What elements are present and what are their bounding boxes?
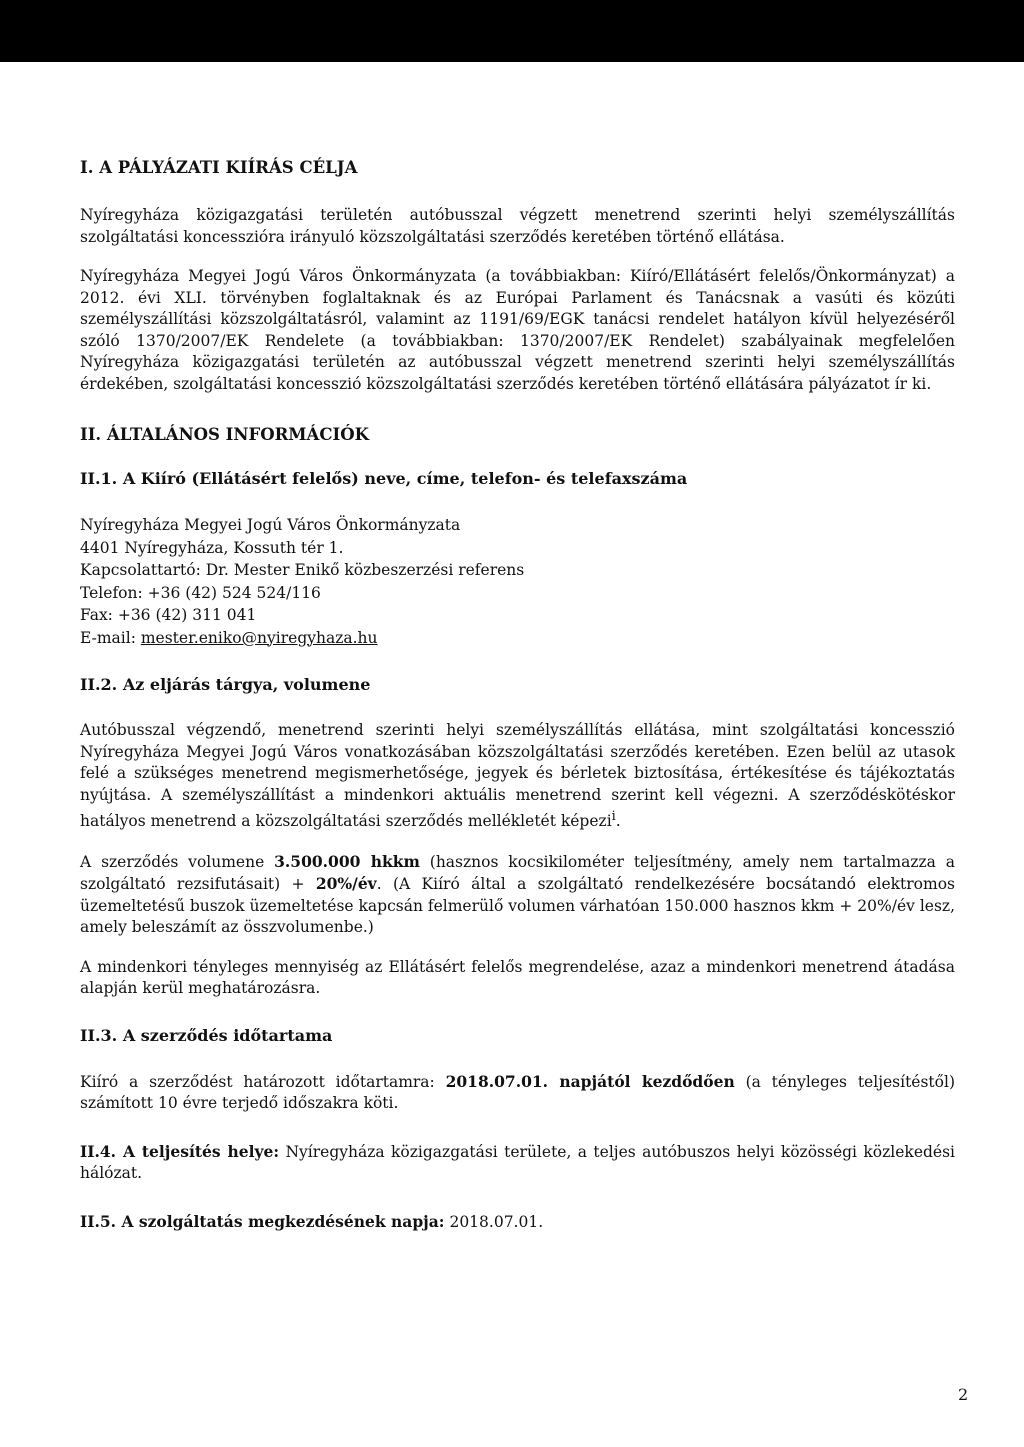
subject-text: Autóbusszal végzendő, menetrend szerinti helyi személyszállítás ellátása, mint szolgáltatási koncesszió Nyíregyháza Megyei Jogú Város vonatkozásában közszolgáltatási szerződés keretében. Ezen belül az utasok felé a szükséges menetrend megismerhetősége, jegyek és bérletek biztosítása, értékesítése és tájékoztatás nyújtása. A személyszállítást a mindenkori aktuális menetrend szerint kell végezni. A szerződéskötéskor hatályos menetrend a közszolgáltatási szerződés mellékletét képezi <box>80 721 955 831</box>
section-1-heading: I. A PÁLYÁZATI KIÍRÁS CÉLJA <box>80 158 358 177</box>
duration-text-a: Kiíró a szerződést határozott időtartamra: <box>80 1072 446 1091</box>
section-2-3-heading: II.3. A szerződés időtartama <box>80 1025 333 1045</box>
email-line <box>80 627 955 650</box>
section-2-4 <box>80 1141 955 1185</box>
issuer-name: Nyíregyháza Megyei Jogú Város Önkormányzata <box>80 516 461 534</box>
duration-text-c: (a tényleges teljesítéstől) számított 10 évre terjedő időszakra köti. <box>80 1072 956 1113</box>
section-2-1-heading: II.1. A Kiíró (Ellátásért felelős) neve, címe, telefon- és telefaxszáma <box>80 469 688 488</box>
issuer-address: 4401 Nyíregyháza, Kossuth tér 1. <box>80 538 344 557</box>
subject-text-end: . <box>615 812 621 831</box>
section-2-2-heading: II.2. Az eljárás tárgya, volumene <box>80 675 371 694</box>
email-label: E-mail: <box>80 628 141 647</box>
volume-text-e: . (A Kiíró által a szolgáltató rendelkezésére bocsátandó elektromos üzemeltetésű buszok üzemeltetése kapcsán felmerülő volumen várhatóan 150.000 hasznos kkm + 20%/év lesz, amely beleszámít az összvolumenbe.) <box>80 875 955 937</box>
volume-amount: 3.500.000 hkkm <box>274 851 420 871</box>
document-page <box>80 158 955 1259</box>
duration-start: 2018.07.01. napjától kezdődően <box>445 1071 735 1091</box>
phone-number: Telefon: +36 (42) 524 524/116 <box>80 583 321 602</box>
section-1-paragraph-2: Nyíregyháza Megyei Jogú Város Önkormányzata (a továbbiakban: Kiíró/Ellátásért felelős/Önkormányzat) a 2012. évi XLI. törvényben foglaltaknak és az Európai Parlament és Tanácsnak a vasúti és közúti személyszállítási közszolgáltatásról, valamint az 1191/69/EGK tanácsi rendelet hatályon kívül helyezéséről szóló 1370/2007/EK Rendelete (a továbbiakban: 1370/2007/EK Rendelet) szabályainak megfelelően Nyíregyháza közigazgatási területén az autóbusszal végzett menetrend szerinti helyi személyszállítás érdekében, szolgáltatási koncesszió közszolgáltatási szerződés keretében történő ellátására pályázatot ír ki. <box>80 267 955 393</box>
section-2-5-label: II.5. A szolgáltatás megkezdésének napja: <box>80 1211 445 1231</box>
section-2-2-paragraph-2 <box>80 851 955 939</box>
fax-number: Fax: +36 (42) 311 041 <box>80 606 257 624</box>
email-link[interactable]: mester.eniko@nyiregyhaza.hu <box>140 628 378 647</box>
volume-text-c: (hasznos kocsikilométer teljesítmény, amely nem tartalmazza a szolgáltató rezsifutásait) + <box>80 852 955 894</box>
section-2-2-paragraph-1 <box>80 720 955 833</box>
scan-top-band <box>0 0 1024 62</box>
contact-person: Kapcsolattartó: Dr. Mester Enikő közbeszerzési referens <box>80 561 525 579</box>
volume-text-a: A szerződés volumene <box>80 852 275 871</box>
contact-block <box>80 514 955 649</box>
volume-percent: 20%/év <box>315 874 377 894</box>
page-number: 2 <box>958 1385 969 1404</box>
section-2-4-text: Nyíregyháza közigazgatási területe, a teljes autóbuszos helyi közösségi közlekedési hálózat. <box>80 1142 955 1183</box>
section-2-3-paragraph <box>80 1071 955 1115</box>
section-2-2-paragraph-3: A mindenkori tényleges mennyiség az Ellátásért felelős megrendelése, azaz a mindenkori menetrend átadása alapján kerül meghatározásra. <box>80 957 955 998</box>
section-2-4-label: II.4. A teljesítés helye: <box>80 1141 280 1161</box>
section-1-paragraph-1: Nyíregyháza közigazgatási területén autóbusszal végzett menetrend szerinti helyi személyszállítás szolgáltatási koncesszióra irányuló közszolgáltatási szerződés keretében történő ellátása. <box>80 206 955 246</box>
footnote-mark[interactable]: i <box>611 809 616 824</box>
section-2-heading: II. ÁLTALÁNOS INFORMÁCIÓK <box>80 425 369 444</box>
section-2-5-text: 2018.07.01. <box>444 1212 544 1231</box>
section-2-5 <box>80 1211 955 1234</box>
